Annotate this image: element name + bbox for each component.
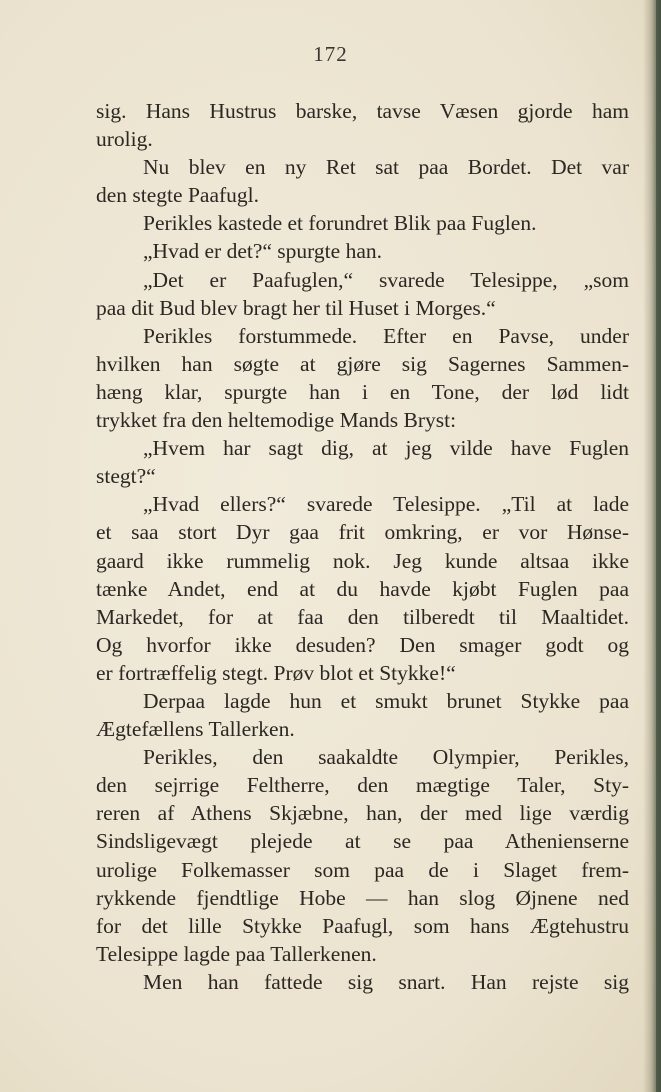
text-line: trykket fra den heltemodige Mands Bryst: bbox=[96, 408, 457, 433]
page-edge bbox=[656, 0, 661, 1092]
text-line: paa dit Bud blev bragt her til Huset i Morges.“ bbox=[96, 295, 496, 320]
text-line: Markedet, for at faa den tilberedt til Maaltidet. bbox=[96, 604, 629, 629]
text-line: Perikles kastede et forundret Blik paa Fuglen. bbox=[143, 211, 537, 236]
text-line: Derpaa lagde hun et smukt brunet Stykke paa bbox=[143, 688, 629, 713]
page-number: 172 bbox=[313, 42, 348, 66]
text-line: Nu blev en ny Ret sat paa Bordet. Det var bbox=[143, 155, 629, 180]
text-line: Og hvorfor ikke desuden? Den smager godt og bbox=[96, 632, 629, 657]
text-line: Telesippe lagde paa Tallerkenen. bbox=[96, 941, 377, 966]
text-line: er fortræffelig stegt. Prøv blot et Stykke!“ bbox=[96, 660, 456, 685]
text-line: urolige Folkemasser som paa de i Slaget frem- bbox=[96, 857, 629, 882]
text-line: Perikles forstummede. Efter en Pavse, under bbox=[143, 323, 629, 348]
text-line: tænke Andet, end at du havde kjøbt Fuglen paa bbox=[96, 576, 629, 601]
text-line: den stegte Paafugl. bbox=[96, 183, 259, 208]
text-line: sig. Hans Hustrus barske, tavse Væsen gjorde ham bbox=[96, 99, 629, 123]
text-line: „Hvem har sagt dig, at jeg vilde have Fuglen bbox=[143, 436, 629, 461]
text-line: Sindsligevægt plejede at se paa Athenienserne bbox=[96, 829, 629, 854]
text-line: „Det er Paafuglen,“ svarede Telesippe, „som bbox=[143, 267, 629, 292]
text-line: Perikles, den saakaldte Olympier, Perikles, bbox=[143, 745, 629, 770]
body-text bbox=[96, 97, 629, 996]
text-line: hvilken han søgte at gjøre sig Sagernes Sammen- bbox=[96, 351, 629, 376]
text-line: „Hvad er det?“ spurgte han. bbox=[143, 239, 382, 264]
text-line: stegt?“ bbox=[96, 464, 156, 489]
text-line: et saa stort Dyr gaa frit omkring, er vor Hønse- bbox=[96, 520, 629, 545]
text-line: Men han fattede sig snart. Han rejste sig bbox=[143, 969, 629, 994]
text-line: den sejrrige Feltherre, den mægtige Taler, Sty- bbox=[96, 773, 629, 798]
text-line: urolig. bbox=[96, 127, 153, 152]
text-line: reren af Athens Skjæbne, han, der med lige værdig bbox=[96, 801, 629, 826]
text-line: Ægtefællens Tallerken. bbox=[96, 717, 295, 742]
text-line: „Hvad ellers?“ svarede Telesippe. „Til at lade bbox=[143, 492, 629, 517]
text-line: hæng klar, spurgte han i en Tone, der lød lidt bbox=[96, 379, 629, 404]
text-line: for det lille Stykke Paafugl, som hans Ægtehustru bbox=[96, 913, 629, 938]
text-line: rykkende fjendtlige Hobe — han slog Øjnene ned bbox=[96, 885, 629, 910]
text-line: gaard ikke rummelig nok. Jeg kunde altsaa ikke bbox=[96, 548, 629, 573]
